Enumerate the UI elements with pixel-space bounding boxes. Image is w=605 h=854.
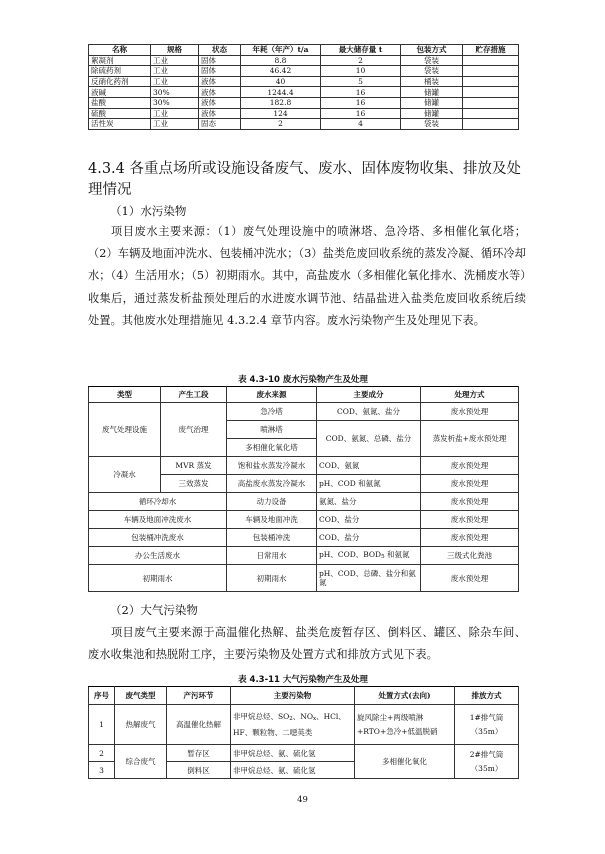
table-cell: 固体 [199,66,241,77]
table-cell: 综合废气 [115,745,167,779]
header-cell: 废气类型 [115,687,167,705]
header-cell: 处理方式 [421,387,519,403]
table-cell: 多相催化氧化塔 [227,439,317,457]
header-cell: 名称 [89,45,151,56]
table-cell: 废水预处理 [421,493,519,511]
table-cell: 1 [89,705,115,745]
materials-table [88,44,519,130]
table-cell: pH、COD 和氨氮 [317,475,421,493]
table-cell: 桶装 [401,76,463,87]
header-cell: 序号 [89,687,115,705]
table-cell: 储罐 [401,87,463,98]
table-cell: 盐酸 [89,97,151,108]
table-cell: 暂存区 [167,745,231,762]
cell-text: 、HCl、HF、颗粒物、二噁英类 [233,711,346,737]
header-cell: 产污环节 [167,687,231,705]
table-cell: 袋装 [401,66,463,77]
table-cell: 高温催化热解 [167,705,231,745]
cell-subscript: x [313,715,317,722]
air-pollutant-table [88,686,519,779]
table-cell: 除硫药剂 [89,66,151,77]
table-cell: 液体 [199,76,241,87]
table-cell: 3 [89,762,115,779]
table-cell: 5 [321,76,401,87]
table-row [89,705,519,745]
table-row [89,108,519,119]
table-cell: pH、COD、总磷、盐分和氨氮 [317,565,421,592]
table-cell: 反硝化药剂 [89,76,151,87]
table-cell: 工业 [151,66,199,77]
table-header-row [89,387,519,403]
table-cell: 初期雨水 [227,565,317,592]
header-cell: 规格 [151,45,199,56]
table-cell: 非甲烷总烃、氨、硫化氢 [231,745,355,762]
table-cell: 活性炭 [89,119,151,130]
table-cell [463,76,519,87]
table-cell: 46.42 [241,66,321,77]
table-cell: 固态 [199,119,241,130]
table-cell: 2 [89,745,115,762]
table-row [89,511,519,529]
table-cell: 循环冷却水 [89,493,227,511]
table-row [89,55,519,66]
cell-text: pH、COD、BOD [319,549,382,559]
table-cell: 车辆及地面冲洗 [227,511,317,529]
table-row [89,66,519,77]
table-cell: 喷淋塔 [227,421,317,439]
table-header-row [89,687,519,705]
air-subheading: （2）大气污染物 [110,603,198,617]
table-cell: 废水预处理 [421,457,519,475]
table-cell: 高盐废水蒸发冷凝水 [227,475,317,493]
cell-text: 、NO [292,711,314,721]
table-cell: 工业 [151,55,199,66]
header-cell: 处置方式(去向) [355,687,455,705]
table-cell: 工业 [151,76,199,87]
table-cell: 废水预处理 [421,403,519,421]
table-cell [463,97,519,108]
table-cell [317,547,421,565]
table-cell: 包装桶冲洗废水 [89,529,227,547]
table-cell: 旋风除尘+两级喷淋+RTO+急冷+低温脱硝 [355,705,455,745]
table-cell: 废气治理 [161,403,227,457]
table-cell: 硫酸 [89,108,151,119]
table-row [89,529,519,547]
header-cell: 年耗（年产）t/a [241,45,321,56]
table-row [89,87,519,98]
table-cell: COD、氨氮、总磷、盐分 [317,421,421,457]
table-cell: 1#排气筒（35m） [455,705,519,745]
header-cell: 排放方式 [455,687,519,705]
water-paragraph: 项目废水主要来源：（1）废气处理设施中的喷淋塔、急冷塔、多相催化氧化塔；（2）车辆及地面冲洗水、包装桶冲洗水；（3）盐类危废回收系统的蒸发冷凝、循环冷却水；（4）生活用水；（5）初期雨水。其中，高盐废水（多相催化氧化排水、洗桶废水等）收集后，通过蒸发析盐预处理后的水进废水调节池、结晶盐进入盐类危废回收系统后续处置。其他废水处理措施见 4.3.2.4 章节内容。废水污染物产生及处理见下表。 [88,225,526,327]
table-cell: 废水预处理 [421,565,519,592]
table-cell: 废水预处理 [421,529,519,547]
table-cell: 124 [241,108,321,119]
table-cell [231,705,355,745]
table-cell: 车辆及地面冲洗废水 [89,511,227,529]
header-cell: 贮存措施 [463,45,519,56]
table-cell: 日常用水 [227,547,317,565]
table-cell: 液体 [199,97,241,108]
water-subheading: （1）水污染物 [110,204,187,218]
table-row [89,565,519,592]
header-cell: 废水来源 [227,387,317,403]
table-cell: 动力设备 [227,493,317,511]
table-cell: COD、盐分 [317,529,421,547]
header-cell: 类型 [89,387,161,403]
cell-subscript: 2 [289,715,293,722]
table-cell: 液体 [199,87,241,98]
table-cell: 三级式化粪池 [421,547,519,565]
table-cell: 2#排气筒（35m） [455,745,519,779]
cell-text: 和氨氮 [384,549,410,559]
table-cell: 储罐 [401,97,463,108]
cell-text: 非甲烷总烃、SO [233,711,290,721]
table-row [89,76,519,87]
table-cell: COD、氨氮、盐分 [317,403,421,421]
table-row [89,97,519,108]
table-cell [463,119,519,130]
table-cell: 182.8 [241,97,321,108]
table-cell: 10 [321,66,401,77]
table-cell: 袋装 [401,119,463,130]
table-cell: 储罐 [401,108,463,119]
table-cell: 氨氮、盐分 [317,493,421,511]
table-cell: 8.8 [241,55,321,66]
table-header-row [89,45,519,56]
table-cell: 液体 [199,108,241,119]
table-cell: 蒸发析盐+废水预处理 [421,421,519,457]
wastewater-table [88,386,519,592]
table-row [89,493,519,511]
table-cell: 急冷塔 [227,403,317,421]
table-row [89,403,519,421]
air-paragraph: 项目废气主要来源于高温催化热解、盐类危废暂存区、倒料区、罐区、除杂车间、废水收集池和热脱附工序，主要污染物及处置方式和排放方式见下表。 [88,626,526,662]
table-cell [463,55,519,66]
table-cell: 16 [321,97,401,108]
header-cell: 产生工段 [161,387,227,403]
section-heading: 4.3.4 各重点场所或设施设备废气、废水、固体废物收集、排放及处理情况 [88,161,522,198]
table-cell: 液碱 [89,87,151,98]
table-cell: 4 [321,119,401,130]
table-cell: 办公生活废水 [89,547,227,565]
table-row [89,119,519,130]
table-cell: 非甲烷总烃、氨、硫化氢 [231,762,355,779]
table-cell: 16 [321,108,401,119]
air-table-caption: 表 4.3-11 大气污染物产生及处理 [238,675,368,685]
table-cell: 废水预处理 [421,511,519,529]
table-cell: 袋装 [401,55,463,66]
table-cell: 30% [151,87,199,98]
table-cell [463,66,519,77]
table-cell: 絮凝剂 [89,55,151,66]
water-table-caption: 表 4.3-10 废水污染物产生及处理 [238,375,368,385]
table-row [89,457,519,475]
table-cell: 冷凝水 [89,457,161,493]
cell-subscript: 5 [381,553,385,560]
table-cell: 1244.4 [241,87,321,98]
table-cell: 2 [321,55,401,66]
header-cell: 包装方式 [401,45,463,56]
table-cell: 工业 [151,108,199,119]
table-cell: 16 [321,87,401,98]
table-cell: MVR 蒸发 [161,457,227,475]
page-number: 49 [297,795,308,805]
table-cell: 初期雨水 [89,565,227,592]
table-cell: COD、盐分 [317,511,421,529]
table-cell: 倒料区 [167,762,231,779]
table-cell: 热解废气 [115,705,167,745]
table-cell: 废气处理设施 [89,403,161,457]
table-row [89,547,519,565]
table-cell: 三效蒸发 [161,475,227,493]
table-cell: 30% [151,97,199,108]
table-cell: 多相催化氧化 [355,745,455,779]
table-cell: COD、氨氮 [317,457,421,475]
table-row [89,745,519,762]
header-cell: 主要成分 [317,387,421,403]
header-cell: 主要污染物 [231,687,355,705]
table-cell: 2 [241,119,321,130]
table-cell: 包装桶冲洗 [227,529,317,547]
table-cell: 固体 [199,55,241,66]
header-cell: 状态 [199,45,241,56]
table-cell: 工业 [151,119,199,130]
header-cell: 最大储存量 t [321,45,401,56]
table-cell: 废水预处理 [421,475,519,493]
table-cell: 40 [241,76,321,87]
table-cell [463,87,519,98]
table-cell: 饱和盐水蒸发冷凝水 [227,457,317,475]
table-cell [463,108,519,119]
